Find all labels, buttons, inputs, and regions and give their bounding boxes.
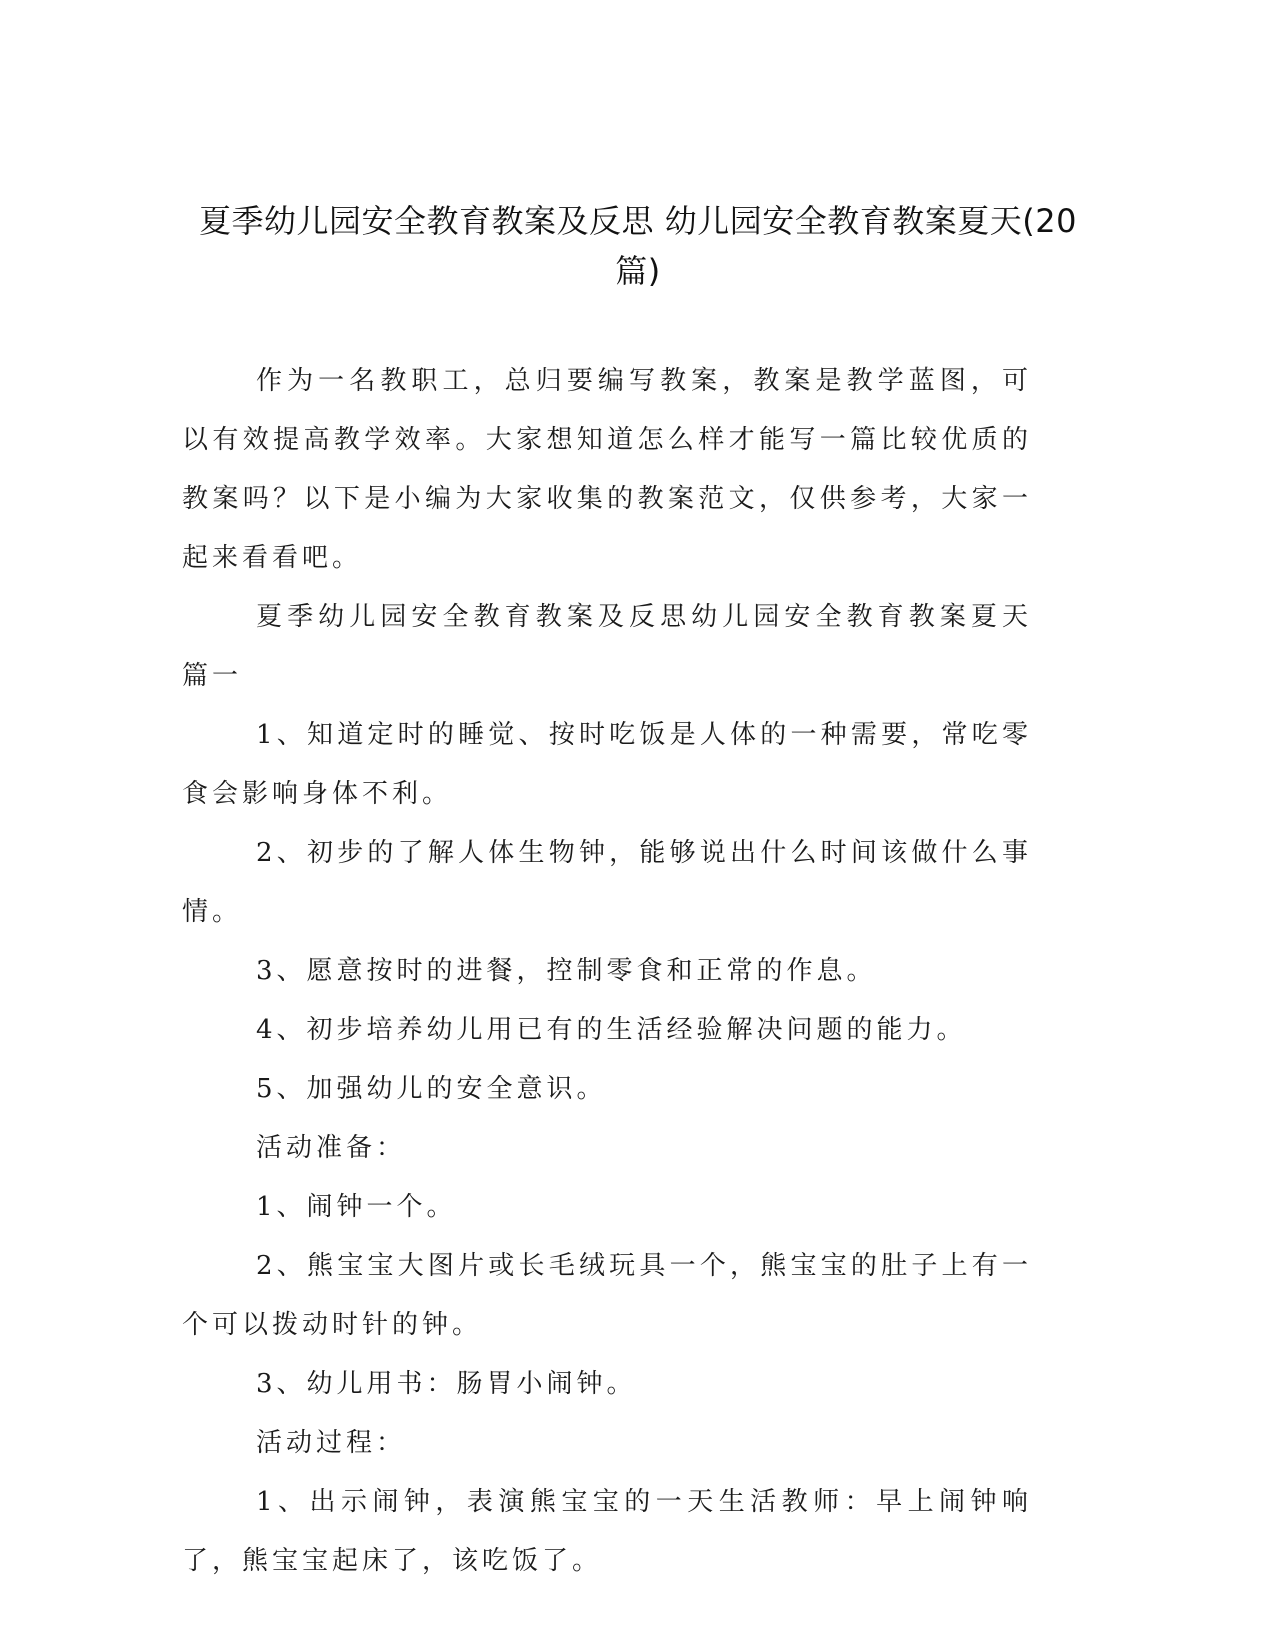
section-heading: 夏季幼儿园安全教育教案及反思幼儿园安全教育教案夏天篇一 [182, 602, 1032, 691]
intro-paragraph: 作为一名教职工，总归要编写教案，教案是教学蓝图，可以有效提高教学效率。大家想知道怎么样才能写一篇比较优质的教案吗？以下是小编为大家收集的教案范文，仅供参考，大家一起来看看吧。 [182, 366, 1032, 573]
preparation-heading: 活动准备： [256, 1133, 407, 1163]
goal-item: 2、初步的了解人体生物钟，能够说出什么时间该做什么事情。 [182, 838, 1032, 927]
document-title: 夏季幼儿园安全教育教案及反思 幼儿园安全教育教案夏天(20篇) [199, 202, 1077, 290]
goal-item: 1、知道定时的睡觉、按时吃饭是人体的一种需要，常吃零食会影响身体不利。 [182, 720, 1032, 809]
process-heading: 活动过程： [256, 1428, 407, 1458]
document-body [182, 352, 1032, 1591]
preparation-item: 2、熊宝宝大图片或长毛绒玩具一个，熊宝宝的肚子上有一个可以拨动时针的钟。 [182, 1251, 1032, 1340]
preparation-item: 3、幼儿用书：肠胃小闹钟。 [256, 1369, 637, 1399]
goal-item: 3、愿意按时的进餐，控制零食和正常的作息。 [256, 956, 877, 986]
goal-item: 5、加强幼儿的安全意识。 [256, 1074, 607, 1104]
goal-item: 4、初步培养幼儿用已有的生活经验解决问题的能力。 [256, 1015, 967, 1045]
preparation-item: 1、闹钟一个。 [256, 1192, 457, 1222]
process-item: 1、出示闹钟，表演熊宝宝的一天生活教师：早上闹钟响了，熊宝宝起床了，该吃饭了。 [182, 1487, 1032, 1576]
